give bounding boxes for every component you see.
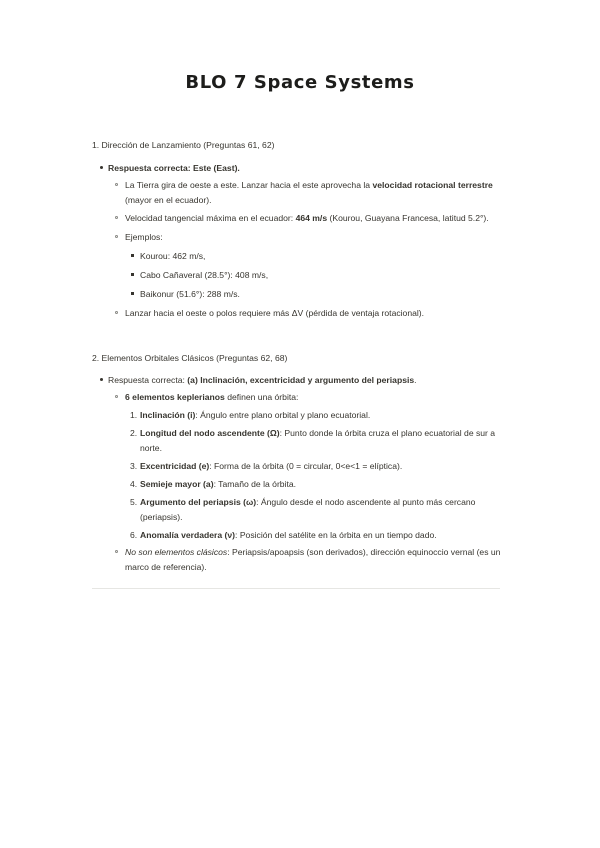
s2-answer-end: . <box>414 375 417 385</box>
e3-name: Excentricidad (e) <box>140 461 210 471</box>
s2-six-bold: 6 elementos keplerianos <box>125 392 225 402</box>
e1-desc: : Ángulo entre plano orbital y plano ecuatorial. <box>195 410 371 420</box>
s1-point-1-bold: velocidad rotacional terrestre <box>372 180 493 190</box>
list-number: 4. <box>130 479 138 489</box>
e5-name: Argumento del periapsis (ω) <box>140 497 257 507</box>
list-number: 5. <box>130 497 138 507</box>
circle-bullet-icon <box>115 216 118 219</box>
note-text-cont: marco de referencia). <box>125 562 207 572</box>
s1-point-1 <box>92 179 502 206</box>
e5-desc-cont: (periapsis). <box>140 512 183 522</box>
s1-example-3 <box>92 288 502 300</box>
circle-bullet-icon <box>115 235 118 238</box>
square-bullet-icon <box>131 254 134 257</box>
e2-name: Longitud del nodo ascendente (Ω) <box>140 428 280 438</box>
e6-name: Anomalía verdadera (ν) <box>140 530 236 540</box>
list-number: 1. <box>130 410 138 420</box>
s2-six-elements <box>92 391 502 403</box>
e1-name: Inclinación (i) <box>140 410 196 420</box>
s2-six-text: definen una órbita: <box>224 392 299 402</box>
s1-example-3-text: Baikonur (51.6°): 288 m/s. <box>140 289 240 299</box>
content <box>92 139 502 572</box>
s2-element-4 <box>92 478 502 490</box>
page-title: BLO 7 Space Systems <box>185 72 415 93</box>
note-italic: No son elementos clásicos <box>125 547 228 557</box>
s1-point-2-text: Velocidad tangencial máxima en el ecuador: <box>125 213 296 223</box>
list-number: 3. <box>130 461 138 471</box>
s1-answer-item <box>92 162 502 174</box>
s2-answer-item <box>92 374 502 386</box>
s2-note <box>92 546 502 573</box>
e2-desc-cont: norte. <box>140 443 162 453</box>
section-2-heading: 2. Elementos Orbitales Clásicos (Preguntas 62, 68) <box>92 353 288 363</box>
s2-element-6 <box>92 529 502 541</box>
s1-point-1-text: La Tierra gira de oeste a este. Lanzar hacia el este aprovecha la <box>125 180 373 190</box>
e4-name: Semieje mayor (a) <box>140 479 214 489</box>
s2-element-3 <box>92 460 502 472</box>
list-number: 6. <box>130 530 138 540</box>
s1-point-2 <box>92 212 502 224</box>
circle-bullet-icon <box>115 395 118 398</box>
section-1-heading: 1. Dirección de Lanzamiento (Preguntas 61, 62) <box>92 140 275 150</box>
s2-element-1 <box>92 409 502 421</box>
circle-bullet-icon <box>115 550 118 553</box>
s1-point-4 <box>92 307 502 319</box>
e4-desc: : Tamaño de la órbita. <box>213 479 297 489</box>
list-number: 2. <box>130 428 138 438</box>
s2-element-2 <box>92 427 502 454</box>
s1-answer: Respuesta correcta: Este (East). <box>108 163 240 173</box>
divider <box>92 588 500 589</box>
s2-answer-label: Respuesta correcta: <box>108 375 188 385</box>
s1-example-1-text: Kourou: 462 m/s, <box>140 251 206 261</box>
s2-answer-bold: (a) Inclinación, excentricidad y argumento del periapsis <box>187 375 415 385</box>
s2-element-5 <box>92 496 502 523</box>
square-bullet-icon <box>131 273 134 276</box>
e6-desc: : Posición del satélite en la órbita en un tiempo dado. <box>235 530 437 540</box>
s1-point-2-bold: 464 m/s <box>295 213 328 223</box>
s1-example-2 <box>92 269 502 281</box>
s1-point-4-text: Lanzar hacia el oeste o polos requiere más ΔV (pérdida de ventaja rotacional). <box>125 308 425 318</box>
s1-point-1-cont: (mayor en el ecuador). <box>125 195 212 205</box>
bullet-icon <box>100 378 103 381</box>
e5-desc: : Ángulo desde el nodo ascendente al punto más cercano <box>256 497 476 507</box>
s1-example-1 <box>92 250 502 262</box>
s1-point-3 <box>92 231 502 243</box>
circle-bullet-icon <box>115 311 118 314</box>
s1-point-2-cont: (Kourou, Guayana Francesa, latitud 5.2°). <box>327 213 489 223</box>
e2-desc: : Punto donde la órbita cruza el plano ecuatorial de sur a <box>279 428 496 438</box>
note-text: : Periapsis/apoapsis (son derivados), dirección equinoccio vernal (es un <box>227 547 501 557</box>
e3-desc: : Forma de la órbita (0 = circular, 0<e<1 = elíptica). <box>209 461 403 471</box>
s1-examples-label: Ejemplos: <box>125 232 163 242</box>
circle-bullet-icon <box>115 183 118 186</box>
s1-example-2-text: Cabo Cañaveral (28.5°): 408 m/s, <box>140 270 269 280</box>
bullet-icon <box>100 166 103 169</box>
square-bullet-icon <box>131 292 134 295</box>
